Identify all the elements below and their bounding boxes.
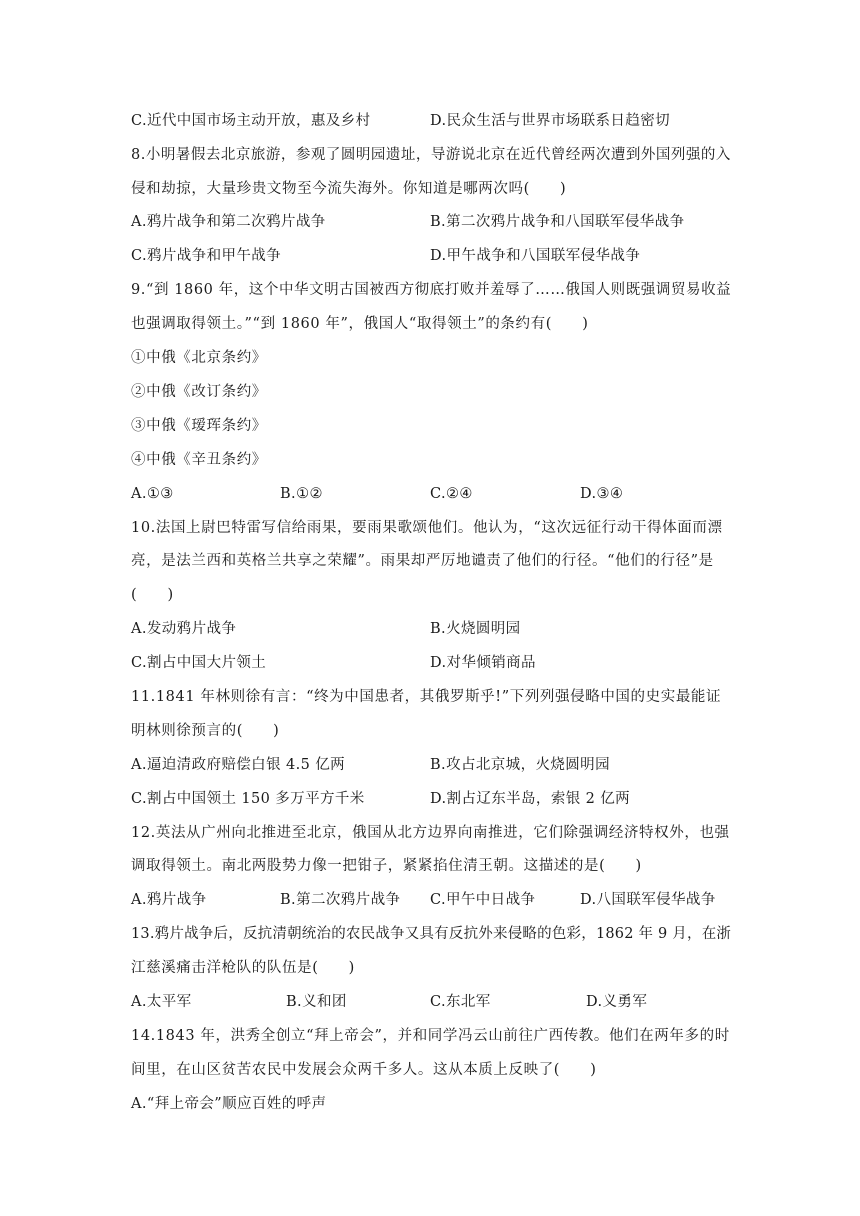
q9-item-2: ②中俄《改订条约》: [131, 384, 267, 400]
q10-option-d: D.对华倾销商品: [430, 655, 536, 671]
q9-stem-line-2: 也强调取得领土。”“到 1860 年”，俄国人“取得领土”的条约有( ): [131, 316, 589, 332]
q12-option-b: B.第二次鸦片战争: [280, 892, 401, 908]
q8-stem-line-1: 8.小明暑假去北京旅游，参观了圆明园遗址，导游说北京在近代曾经两次遭到外国列强的入: [131, 147, 731, 163]
q10-option-c: C.割占中国大片领土: [131, 655, 267, 671]
q13-option-c: C.东北军: [430, 994, 491, 1010]
q13-stem-line-2: 江慈溪痛击洋枪队的队伍是( ): [131, 960, 355, 976]
q14-option-a: A.“拜上帝会”顺应百姓的呼声: [131, 1096, 327, 1112]
q9-stem-line-1: 9.“到 1860 年，这个中华文明古国被西方彻底打败并羞辱了……俄国人则既强调贸易收益: [131, 282, 732, 298]
q11-option-b: B.攻占北京城，火烧圆明园: [430, 757, 610, 773]
q13-option-d: D.义勇军: [586, 994, 648, 1010]
q12-option-d: D.八国联军侵华战争: [580, 892, 716, 908]
q9-option-a: A.①③: [131, 486, 174, 502]
q10-stem-line-3: ( ): [131, 587, 174, 603]
q12-option-c: C.甲午中日战争: [430, 892, 536, 908]
q8-option-b: B.第二次鸦片战争和八国联军侵华战争: [430, 214, 685, 230]
q12-stem-line-1: 12.英法从广州向北推进至北京，俄国从北方边界向南推进，它们除强调经济特权外，也强: [131, 825, 730, 841]
q9-item-4: ④中俄《辛丑条约》: [131, 452, 267, 468]
q9-option-c: C.②④: [430, 486, 473, 502]
q9-option-d: D.③④: [580, 486, 624, 502]
q10-stem-line-1: 10.法国上尉巴特雷写信给雨果，要雨果歌颂他们。他认为，“这次远征行动干得体面而漂: [131, 520, 723, 536]
q11-stem-line-2: 明林则徐预言的( ): [131, 723, 280, 739]
q13-option-b: B.义和团: [286, 994, 347, 1010]
q8-option-a: A.鸦片战争和第二次鸦片战争: [131, 214, 326, 230]
q7-option-d: D.民众生活与世界市场联系日趋密切: [430, 113, 671, 129]
q9-item-3: ③中俄《瑷珲条约》: [131, 418, 267, 434]
q10-stem-line-2: 亮，是法兰西和英格兰共享之荣耀”。雨果却严厉地谴责了他们的行径。“他们的行径”是: [131, 553, 714, 569]
q8-stem-line-2: 侵和劫掠，大量珍贵文物至今流失海外。你知道是哪两次吗( ): [131, 181, 567, 197]
q13-option-a: A.太平军: [131, 994, 192, 1010]
q11-option-a: A.逼迫清政府赔偿白银 4.5 亿两: [131, 757, 346, 773]
q8-option-d: D.甲午战争和八国联军侵华战争: [430, 248, 641, 264]
q8-option-c: C.鸦片战争和甲午战争: [131, 248, 282, 264]
q12-stem-line-2: 调取得领土。南北两股势力像一把钳子，紧紧掐住清王朝。这描述的是( ): [131, 858, 642, 874]
q7-option-c: C.近代中国市场主动开放，惠及乡村: [131, 113, 371, 129]
q11-stem-line-1: 11.1841 年林则徐有言：“终为中国患者，其俄罗斯乎!”下列列强侵略中国的史实最能证: [131, 689, 722, 705]
q9-option-b: B.①②: [280, 486, 323, 502]
q10-option-a: A.发动鸦片战争: [131, 621, 237, 637]
q14-stem-line-2: 间里，在山区贫苦农民中发展会众两千多人。这从本质上反映了( ): [131, 1062, 597, 1078]
q11-option-d: D.割占辽东半岛，索银 2 亿两: [430, 791, 631, 807]
q12-option-a: A.鸦片战争: [131, 892, 207, 908]
q11-option-c: C.割占中国领土 150 多万平方千米: [131, 791, 365, 807]
q13-stem-line-1: 13.鸦片战争后，反抗清朝统治的农民战争又具有反抗外来侵略的色彩，1862 年 9 月，在浙: [131, 926, 732, 942]
q9-item-1: ①中俄《北京条约》: [131, 350, 267, 366]
q10-option-b: B.火烧圆明园: [430, 621, 521, 637]
q14-stem-line-1: 14.1843 年，洪秀全创立“拜上帝会”，并和同学冯云山前往广西传教。他们在两年多的时: [131, 1028, 730, 1044]
